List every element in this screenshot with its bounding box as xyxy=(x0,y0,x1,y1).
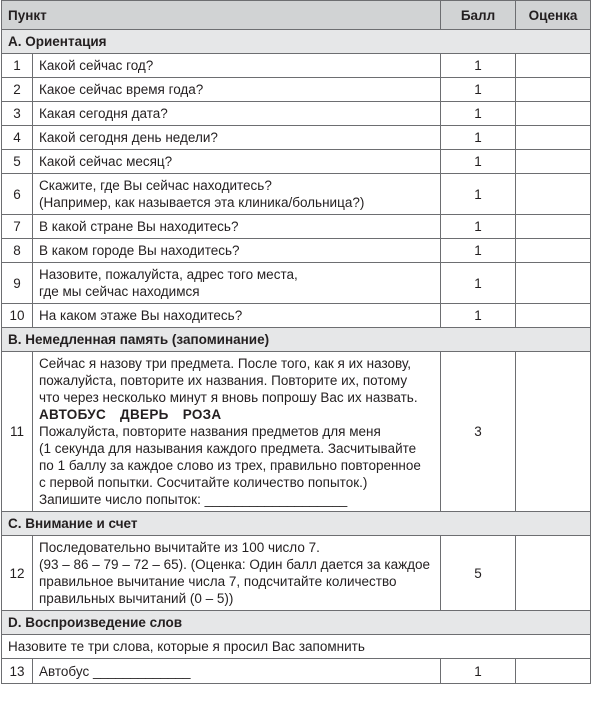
item-question: Какой сейчас месяц? xyxy=(33,150,441,174)
question-line: (93 – 86 – 79 – 72 – 65). (Оценка: Один балл дается за каждое xyxy=(39,557,430,572)
assessment-table xyxy=(1,0,591,684)
item-number: 8 xyxy=(2,239,33,263)
item-number: 11 xyxy=(2,352,33,512)
question-line: Скажите, где Вы сейчас находитесь? xyxy=(39,178,272,193)
item-evaluation-cell[interactable] xyxy=(516,659,591,684)
item-question xyxy=(33,263,441,304)
table-row xyxy=(2,215,591,239)
section-b-row xyxy=(2,328,591,352)
question-line: (1 секунда для называния каждого предмета. Засчитывайте xyxy=(39,441,417,456)
item-score: 1 xyxy=(441,174,516,215)
table-row xyxy=(2,78,591,102)
question-line: Пожалуйста, повторите названия предметов для меня xyxy=(39,424,381,439)
item-number: 9 xyxy=(2,263,33,304)
item-number: 3 xyxy=(2,102,33,126)
question-line: правильных вычитаний (0 – 5)) xyxy=(39,591,234,606)
item-number: 12 xyxy=(2,536,33,611)
section-d-title: D. Воспроизведение слов xyxy=(2,611,591,635)
item-evaluation-cell[interactable] xyxy=(516,78,591,102)
item-question: В какой стране Вы находитесь? xyxy=(33,215,441,239)
header-item: Пункт xyxy=(2,1,441,30)
question-line: что через несколько минут я вновь попрошу Вас их назвать. xyxy=(39,390,418,405)
section-c-row xyxy=(2,512,591,536)
question-line: по 1 баллу за каждое слово из трех, правильно повторенное xyxy=(39,458,421,473)
item-number: 2 xyxy=(2,78,33,102)
item-question: Какой сейчас год? xyxy=(33,54,441,78)
item-number: 5 xyxy=(2,150,33,174)
recall-word-field[interactable]: Автобус _____________ xyxy=(33,659,441,684)
item-number: 7 xyxy=(2,215,33,239)
question-line: правильное вычитание числа 7, подсчитайте количество xyxy=(39,574,397,589)
item-question xyxy=(33,174,441,215)
item-question xyxy=(33,536,441,611)
item-question: В каком городе Вы находитесь? xyxy=(33,239,441,263)
header-row xyxy=(2,1,591,30)
item-score: 1 xyxy=(441,263,516,304)
item-evaluation-cell[interactable] xyxy=(516,263,591,304)
table-row xyxy=(2,263,591,304)
question-line: Последовательно вычитайте из 100 число 7. xyxy=(39,540,320,555)
item-evaluation-cell[interactable] xyxy=(516,239,591,263)
question-line: с первой попытки. Сосчитайте количество попыток.) xyxy=(39,475,368,490)
section-a-title: A. Ориентация xyxy=(2,30,591,54)
item-evaluation-cell[interactable] xyxy=(516,304,591,328)
item-score: 1 xyxy=(441,126,516,150)
item-evaluation-cell[interactable] xyxy=(516,215,591,239)
item-number: 13 xyxy=(2,659,33,684)
memory-words: АВТОБУС ДВЕРЬ РОЗА xyxy=(39,407,222,422)
item-score: 3 xyxy=(441,352,516,512)
item-number: 6 xyxy=(2,174,33,215)
table-row xyxy=(2,174,591,215)
table-row xyxy=(2,102,591,126)
item-evaluation-cell[interactable] xyxy=(516,536,591,611)
table-row xyxy=(2,536,591,611)
table-row xyxy=(2,150,591,174)
recall-instruction-row xyxy=(2,635,591,659)
item-score: 1 xyxy=(441,102,516,126)
item-score: 1 xyxy=(441,54,516,78)
table-row xyxy=(2,126,591,150)
item-question: На каком этаже Вы находитесь? xyxy=(33,304,441,328)
item-evaluation-cell[interactable] xyxy=(516,150,591,174)
table-row xyxy=(2,304,591,328)
question-line: где мы сейчас находимся xyxy=(39,284,200,299)
item-number: 4 xyxy=(2,126,33,150)
item-score: 5 xyxy=(441,536,516,611)
table-row xyxy=(2,54,591,78)
item-question xyxy=(33,352,441,512)
item-number: 10 xyxy=(2,304,33,328)
item-number: 1 xyxy=(2,54,33,78)
item-score: 1 xyxy=(441,239,516,263)
recall-instruction: Назовите те три слова, которые я просил Вас запомнить xyxy=(2,635,591,659)
table-row xyxy=(2,352,591,512)
question-line: пожалуйста, повторите их названия. Повторите их, потому xyxy=(39,373,408,388)
header-score: Балл xyxy=(441,1,516,30)
item-question: Какой сегодня день недели? xyxy=(33,126,441,150)
section-a-row xyxy=(2,30,591,54)
item-score: 1 xyxy=(441,659,516,684)
header-evaluation: Оценка xyxy=(516,1,591,30)
question-line: Назовите, пожалуйста, адрес того места, xyxy=(39,267,298,282)
item-evaluation-cell[interactable] xyxy=(516,102,591,126)
item-evaluation-cell[interactable] xyxy=(516,174,591,215)
item-evaluation-cell[interactable] xyxy=(516,54,591,78)
item-score: 1 xyxy=(441,78,516,102)
item-score: 1 xyxy=(441,304,516,328)
item-question: Какая сегодня дата? xyxy=(33,102,441,126)
item-evaluation-cell[interactable] xyxy=(516,126,591,150)
section-c-title: C. Внимание и счет xyxy=(2,512,591,536)
item-question: Какое сейчас время года? xyxy=(33,78,441,102)
item-score: 1 xyxy=(441,215,516,239)
item-evaluation-cell[interactable] xyxy=(516,352,591,512)
table-row xyxy=(2,239,591,263)
section-d-row xyxy=(2,611,591,635)
question-line: Сейчас я назову три предмета. После того, как я их назову, xyxy=(39,356,412,371)
section-b-title: B. Немедленная память (запоминание) xyxy=(2,328,591,352)
attempts-field[interactable]: Запишите число попыток: ___________________ xyxy=(39,492,348,507)
table-row xyxy=(2,659,591,684)
item-score: 1 xyxy=(441,150,516,174)
question-line: (Например, как называется эта клиника/больница?) xyxy=(39,195,365,210)
